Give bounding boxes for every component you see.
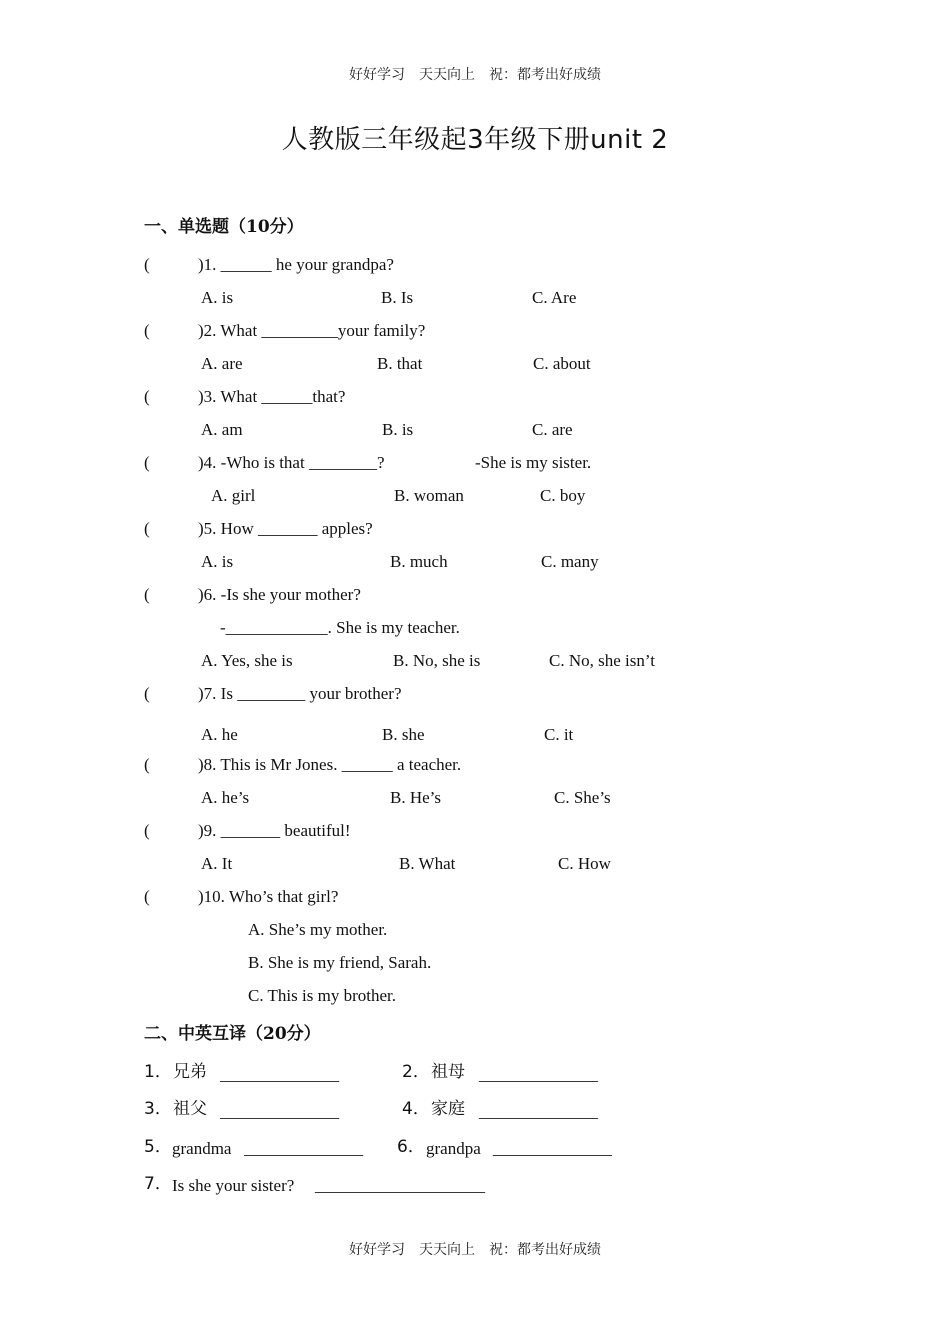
question-stem: )2. What _________your family? bbox=[198, 321, 426, 340]
answer-paren: ( bbox=[144, 684, 150, 703]
question-stem: )6. -Is she your mother? bbox=[198, 585, 361, 604]
answer-blank[interactable]: ______________ bbox=[244, 1139, 363, 1158]
item-number: 1． bbox=[144, 1062, 172, 1082]
answer-blank[interactable]: ____________________ bbox=[315, 1176, 485, 1195]
question-stem: )9. _______ beautiful! bbox=[198, 821, 351, 840]
option-b: B. He’s bbox=[390, 788, 441, 807]
item-word: 家庭 bbox=[431, 1099, 465, 1119]
answer-paren: ( bbox=[144, 321, 150, 340]
section-heading-translation: 二、中英互译（20分） bbox=[144, 1024, 321, 1044]
answer-blank[interactable]: ______________ bbox=[479, 1065, 598, 1084]
answer-paren: ( bbox=[144, 453, 150, 472]
option-c: C. No, she isn’t bbox=[549, 651, 655, 670]
question-stem: )5. How _______ apples? bbox=[198, 519, 373, 538]
item-word: 祖父 bbox=[173, 1099, 207, 1119]
answer-paren: ( bbox=[144, 387, 150, 406]
option-a: A. am bbox=[201, 420, 243, 439]
item-word: 兄弟 bbox=[173, 1062, 207, 1082]
answer-blank[interactable]: ______________ bbox=[479, 1102, 598, 1121]
answer-paren: ( bbox=[144, 519, 150, 538]
option-c: C. many bbox=[541, 552, 599, 571]
question-stem-line-2: -____________. She is my teacher. bbox=[220, 618, 460, 637]
option-b: B. much bbox=[390, 552, 448, 571]
option-a: A. are bbox=[201, 354, 243, 373]
page-footer: 好好学习 天天向上 祝：都考出好成绩 bbox=[349, 1242, 601, 1258]
option-b: B. is bbox=[382, 420, 414, 439]
page-title: 人教版三年级起3年级下册unit 2 bbox=[281, 125, 669, 155]
answer-blank[interactable]: ______________ bbox=[493, 1139, 612, 1158]
answer-paren: ( bbox=[144, 255, 150, 274]
question-response: -She is my sister. bbox=[475, 453, 592, 472]
item-number: 7． bbox=[144, 1174, 172, 1194]
item-word: grandma bbox=[172, 1139, 232, 1158]
option-c: C. This is my brother. bbox=[248, 986, 396, 1005]
question-stem: )7. Is ________ your brother? bbox=[198, 684, 402, 703]
answer-paren: ( bbox=[144, 821, 150, 840]
option-a: A. he bbox=[201, 725, 238, 744]
option-b: B. No, she is bbox=[393, 651, 481, 670]
item-word: Is she your sister? bbox=[172, 1176, 295, 1195]
option-a: A. She’s my mother. bbox=[248, 920, 388, 939]
section-heading-single-choice: 一、单选题（10分） bbox=[144, 217, 304, 237]
item-number: 2． bbox=[402, 1062, 430, 1082]
answer-paren: ( bbox=[144, 585, 150, 604]
item-word: 祖母 bbox=[431, 1062, 465, 1082]
option-b: B. woman bbox=[394, 486, 464, 505]
option-c: C. about bbox=[533, 354, 591, 373]
option-c: C. it bbox=[544, 725, 574, 744]
option-a: A. Yes, she is bbox=[201, 651, 293, 670]
item-number: 6． bbox=[397, 1137, 425, 1157]
item-number: 3． bbox=[144, 1099, 172, 1119]
answer-blank[interactable]: ______________ bbox=[220, 1065, 339, 1084]
option-b: B. What bbox=[399, 854, 456, 873]
question-stem: )4. -Who is that ________? bbox=[198, 453, 385, 472]
option-b: B. that bbox=[377, 354, 423, 373]
option-c: C. boy bbox=[540, 486, 586, 505]
answer-blank[interactable]: ______________ bbox=[220, 1102, 339, 1121]
option-c: C. How bbox=[558, 854, 611, 873]
option-c: C. Are bbox=[532, 288, 577, 307]
option-a: A. It bbox=[201, 854, 233, 873]
item-number: 5． bbox=[144, 1137, 172, 1157]
page-header: 好好学习 天天向上 祝：都考出好成绩 bbox=[349, 67, 601, 83]
option-b: B. Is bbox=[381, 288, 414, 307]
option-a: A. girl bbox=[211, 486, 256, 505]
item-number: 4． bbox=[402, 1099, 430, 1119]
question-stem: )10. Who’s that girl? bbox=[198, 887, 339, 906]
question-stem: )1. ______ he your grandpa? bbox=[198, 255, 394, 274]
answer-paren: ( bbox=[144, 755, 150, 774]
option-a: A. is bbox=[201, 552, 234, 571]
option-a: A. he’s bbox=[201, 788, 250, 807]
option-b: B. she bbox=[382, 725, 425, 744]
question-stem: )8. This is Mr Jones. ______ a teacher. bbox=[198, 755, 462, 774]
answer-paren: ( bbox=[144, 887, 150, 906]
option-b: B. She is my friend, Sarah. bbox=[248, 953, 432, 972]
item-word: grandpa bbox=[426, 1139, 481, 1158]
option-c: C. She’s bbox=[554, 788, 611, 807]
option-c: C. are bbox=[532, 420, 573, 439]
question-stem: )3. What ______that? bbox=[198, 387, 346, 406]
option-a: A. is bbox=[201, 288, 234, 307]
